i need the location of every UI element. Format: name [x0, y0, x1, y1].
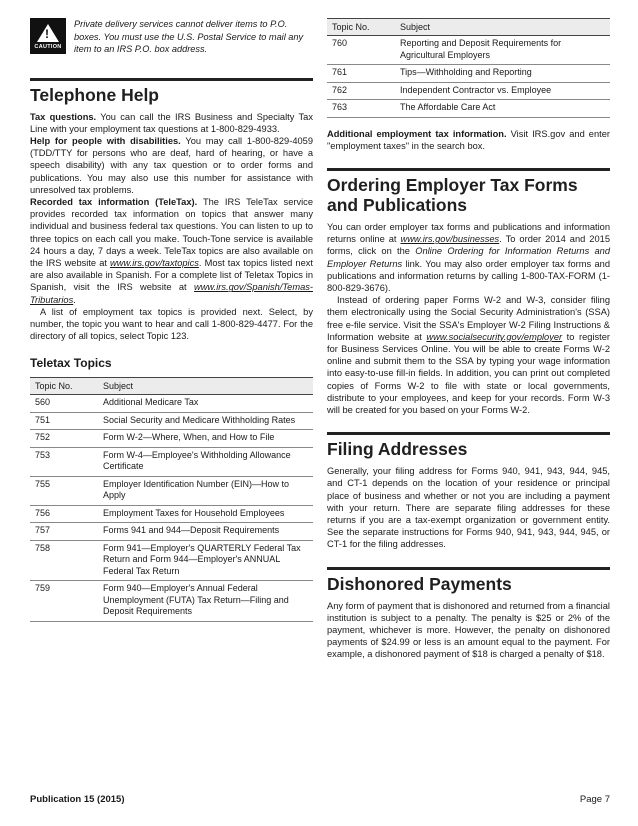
table-row	[30, 540, 313, 581]
topic-number: 762	[327, 82, 395, 100]
table-row	[30, 476, 313, 505]
teletax-paragraph: Recorded tax information (TeleTax). The IRS TeleTax service provides recorded tax information on topics that answer many individual and business federal tax questions. You can listen to up to three topics on each call you make. Touch-Tone service is available 24 hours a day, 7 days a week. TeleTax topics are also available on the IRS website at www.irs.gov/taxtopics. Most tax topics listed next are also available in Spanish. For a complete list of Teletax Topics in Spanish, visit the IRS website at www.irs.gov/Spanish/Temas-Tributarios.	[30, 196, 314, 305]
topic-subject: Reporting and Deposit Requirements for Agricultural Employers	[395, 36, 610, 65]
topic-number: 756	[30, 505, 98, 523]
topic-subject: Form W-4—Employee's Withholding Allowance Certificate	[98, 447, 313, 476]
ssa-employer-link[interactable]: www.socialsecurity.gov/employer	[426, 331, 563, 342]
filing-addresses-heading: Filing Addresses	[327, 439, 468, 460]
table-row	[327, 65, 610, 83]
teletax-topics-table	[30, 377, 313, 622]
topic-subject: Employer Identification Number (EIN)—How to Apply	[98, 476, 313, 505]
topic-subject: Forms 941 and 944—Deposit Requirements	[98, 523, 313, 541]
topic-subject: Form W-2—Where, When, and How to File	[98, 430, 313, 448]
tax-questions-paragraph: Tax questions. You can call the IRS Business and Specialty Tax Line with your employment tax questions at 1-800-829-4933.	[30, 111, 313, 134]
left-column	[30, 18, 313, 622]
table-row	[327, 82, 610, 100]
table-row	[30, 505, 313, 523]
section-rule	[327, 432, 610, 435]
topic-subject: Form 940—Employer's Annual Federal Unemployment (FUTA) Tax Return—Filing and Deposit Requirements	[98, 581, 313, 622]
topic-number: 757	[30, 523, 98, 541]
topic-subject: The Affordable Care Act	[395, 100, 610, 118]
section-rule	[327, 168, 610, 171]
caution-icon: ! CAUTION	[30, 18, 66, 54]
taxtopics-link[interactable]: www.irs.gov/taxtopics	[110, 257, 199, 268]
ordering-paragraph-1: You can order employer tax forms and publications and information returns online at www.irs.gov/businesses. To order 2014 and 2015 forms, click on the Online Ordering for Information Returns and Employer Returns link. You may also order employer tax forms and publications and information returns by calling 1-800-TAX-FORM (1-800-829-3676).	[327, 221, 611, 293]
dishonored-payments-heading: Dishonored Payments	[327, 573, 512, 594]
topic-subject: Employment Taxes for Household Employees	[98, 505, 313, 523]
topic-number: 752	[30, 430, 98, 448]
topic-number: 760	[327, 36, 395, 65]
topic-number: 761	[327, 65, 395, 83]
col-topic-header: Topic No.	[327, 19, 395, 36]
table-row	[30, 581, 313, 622]
caution-text: Private delivery services cannot deliver items to P.O. boxes. You must use the U.S. Postal Service to mail any item to an IRS P.O. box address.	[74, 19, 304, 54]
table-row	[30, 447, 313, 476]
dishonored-payments-paragraph: Any form of payment that is dishonored and returned from a financial institution is subject to a penalty. The penalty is $25 or 2% of the payment, whichever is more. However, the penalty on dishonored payments of $24.99 or less is an amount equal to the payment. For example, a dishonored payment of $18 is charged a penalty of $18.	[327, 600, 610, 660]
table-row	[327, 36, 610, 65]
teletax-topics-heading: Teletax Topics	[30, 356, 112, 371]
publication-label: Publication 15 (2015)	[30, 794, 125, 805]
caution-box	[30, 18, 313, 56]
topic-number: 763	[327, 100, 395, 118]
table-row	[327, 100, 610, 118]
page-footer	[30, 794, 610, 805]
page-number: Page 7	[579, 794, 610, 805]
disabilities-paragraph: Help for people with disabilities. You may call 1-800-829-4059 (TDD/TTY for persons who are deaf, hard of hearing, or have a speech disability) with any tax question or to order forms and publications. You may also use this number for assistance with unresolved tax problems.	[30, 135, 313, 195]
topic-number: 560	[30, 395, 98, 413]
topic-number: 751	[30, 412, 98, 430]
ordering-heading: Ordering Employer Tax Forms and Publications	[327, 174, 578, 215]
filing-addresses-paragraph: Generally, your filing address for Forms 940, 941, 943, 944, 945, and CT-1 depends on the location of your residence or principal place of business and whether or not you are including a payment with your return. There are separate filing addresses for these returns if you are a tax-exempt organization or government entity. See the separate instructions for Forms 940, 941, 943, 944, 945, or CT-1 for the filing addresses.	[327, 466, 610, 550]
right-column	[327, 18, 610, 661]
businesses-link[interactable]: www.irs.gov/businesses	[400, 234, 500, 245]
topic-subject: Additional Medicare Tax	[98, 395, 313, 413]
topic-subject: Tips—Withholding and Reporting	[395, 65, 610, 83]
topic-number: 759	[30, 581, 98, 622]
table-row	[30, 395, 313, 413]
ordering-paragraph-2: Instead of ordering paper Forms W-2 and W-3, consider filing them electronically using the Social Security Administration's (SSA) free e-file service. Visit the SSA's Employer W-2 Filing Instructions & Information website at www.socialsecurity.gov/employer to register for Business Services Online. You will be able to create Forms W-2 online and submit them to the SSA by typing your wage information into easy-to-use fill-in fields. In addition, you can print out completed copies of Forms W-2 to file with state or local governments, distribute to your employees, and keep for your records. Form W-3 will be created for you based on your Forms W-2.	[327, 295, 610, 415]
col-subject-header: Subject	[98, 378, 313, 395]
topic-number: 758	[30, 540, 98, 581]
topic-subject: Form 941—Employer's QUARTERLY Federal Tax Return and Form 944—Employer's ANNUAL Federal Tax Return	[98, 540, 313, 581]
topic-number: 753	[30, 447, 98, 476]
spanish-topics-link[interactable]: www.irs.gov/Spanish/Temas-Tributarios	[30, 282, 313, 305]
topics-continued-table	[327, 18, 610, 118]
topic-subject: Social Security and Medicare Withholding Rates	[98, 412, 313, 430]
col-topic-header: Topic No.	[30, 378, 98, 395]
topic-number: 755	[30, 476, 98, 505]
topic-list-paragraph: A list of employment tax topics is provided next. Select, by number, the topic you want to hear and call 1-800-829-4477. For the directory of all topics, select Topic 123.	[30, 306, 313, 342]
additional-info-paragraph: Additional employment tax information. Visit IRS.gov and enter "employment taxes" in the search box.	[327, 128, 610, 151]
telephone-help-heading: Telephone Help	[30, 84, 159, 105]
table-row	[30, 430, 313, 448]
section-rule	[327, 567, 610, 570]
table-row	[30, 412, 313, 430]
col-subject-header: Subject	[395, 19, 610, 36]
table-row	[30, 523, 313, 541]
topic-subject: Independent Contractor vs. Employee	[395, 82, 610, 100]
section-rule	[30, 78, 313, 81]
